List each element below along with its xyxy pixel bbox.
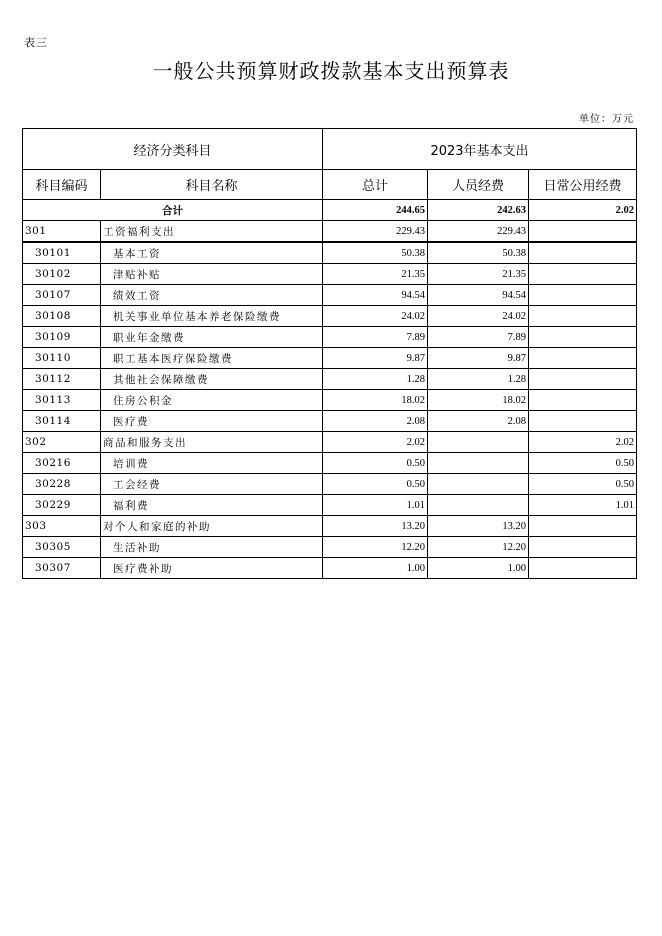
row-total: 0.50 bbox=[323, 453, 428, 474]
row-total: 12.20 bbox=[323, 537, 428, 558]
row-code: 30112 bbox=[23, 369, 101, 390]
row-name: 医疗费 bbox=[101, 411, 323, 432]
row-code: 301 bbox=[23, 221, 101, 243]
row-personnel: 94.54 bbox=[428, 285, 529, 306]
table-row bbox=[23, 495, 637, 516]
page-title: 一般公共预算财政拨款基本支出预算表 bbox=[152, 59, 510, 83]
row-public bbox=[529, 369, 637, 390]
row-personnel: 50.38 bbox=[428, 242, 529, 264]
row-total: 1.00 bbox=[323, 558, 428, 579]
row-total: 229.43 bbox=[323, 221, 428, 243]
row-personnel: 229.43 bbox=[428, 221, 529, 243]
row-personnel: 1.00 bbox=[428, 558, 529, 579]
row-personnel bbox=[428, 432, 529, 453]
column-header-total: 总计 bbox=[323, 170, 428, 200]
row-public bbox=[529, 390, 637, 411]
row-total: 21.35 bbox=[323, 264, 428, 285]
row-name: 绩效工资 bbox=[101, 285, 323, 306]
row-name: 职业年金缴费 bbox=[101, 327, 323, 348]
row-name: 对个人和家庭的补助 bbox=[101, 516, 323, 537]
row-name: 工资福利支出 bbox=[101, 221, 323, 243]
table-row bbox=[23, 221, 637, 243]
table-row bbox=[23, 558, 637, 579]
total-personnel: 242.63 bbox=[428, 200, 529, 221]
row-code: 30228 bbox=[23, 474, 101, 495]
header-row-1 bbox=[23, 129, 637, 170]
total-public: 2.02 bbox=[529, 200, 637, 221]
unit-label: 单位：万元 bbox=[579, 114, 634, 125]
row-personnel: 2.08 bbox=[428, 411, 529, 432]
table-row bbox=[23, 474, 637, 495]
row-total: 2.02 bbox=[323, 432, 428, 453]
row-total: 24.02 bbox=[323, 306, 428, 327]
row-code: 30110 bbox=[23, 348, 101, 369]
table-row bbox=[23, 516, 637, 537]
row-public bbox=[529, 348, 637, 369]
header-row-2 bbox=[23, 170, 637, 200]
row-personnel: 9.87 bbox=[428, 348, 529, 369]
row-name: 生活补助 bbox=[101, 537, 323, 558]
row-total: 50.38 bbox=[323, 242, 428, 264]
row-name: 福利费 bbox=[101, 495, 323, 516]
row-public bbox=[529, 221, 637, 243]
row-name: 培训费 bbox=[101, 453, 323, 474]
row-total: 13.20 bbox=[323, 516, 428, 537]
budget-table bbox=[22, 128, 637, 579]
table-row bbox=[23, 537, 637, 558]
table-number-label: 表三 bbox=[24, 36, 48, 49]
table-row bbox=[23, 453, 637, 474]
row-name: 工会经费 bbox=[101, 474, 323, 495]
row-code: 30113 bbox=[23, 390, 101, 411]
row-personnel: 13.20 bbox=[428, 516, 529, 537]
total-sum: 244.65 bbox=[323, 200, 428, 221]
table-row bbox=[23, 348, 637, 369]
row-code: 30307 bbox=[23, 558, 101, 579]
column-header-public: 日常公用经费 bbox=[529, 170, 637, 200]
row-code: 303 bbox=[23, 516, 101, 537]
table-row bbox=[23, 285, 637, 306]
column-header-personnel: 人员经费 bbox=[428, 170, 529, 200]
row-personnel: 24.02 bbox=[428, 306, 529, 327]
row-personnel: 7.89 bbox=[428, 327, 529, 348]
table-row bbox=[23, 306, 637, 327]
row-personnel: 21.35 bbox=[428, 264, 529, 285]
row-public: 0.50 bbox=[529, 474, 637, 495]
row-public bbox=[529, 411, 637, 432]
row-code: 302 bbox=[23, 432, 101, 453]
row-code: 30101 bbox=[23, 242, 101, 264]
row-total: 1.28 bbox=[323, 369, 428, 390]
row-personnel bbox=[428, 495, 529, 516]
table-row bbox=[23, 327, 637, 348]
row-code: 30107 bbox=[23, 285, 101, 306]
row-total: 1.01 bbox=[323, 495, 428, 516]
row-personnel: 18.02 bbox=[428, 390, 529, 411]
row-name: 机关事业单位基本养老保险缴费 bbox=[101, 306, 323, 327]
table-row bbox=[23, 432, 637, 453]
row-name: 住房公积金 bbox=[101, 390, 323, 411]
row-public bbox=[529, 285, 637, 306]
row-public: 2.02 bbox=[529, 432, 637, 453]
total-label: 合计 bbox=[23, 200, 323, 221]
row-public bbox=[529, 327, 637, 348]
column-header-code: 科目编码 bbox=[23, 170, 101, 200]
row-code: 30229 bbox=[23, 495, 101, 516]
row-code: 30109 bbox=[23, 327, 101, 348]
row-total: 18.02 bbox=[323, 390, 428, 411]
row-public bbox=[529, 558, 637, 579]
row-name: 商品和服务支出 bbox=[101, 432, 323, 453]
column-header-name: 科目名称 bbox=[101, 170, 323, 200]
row-total: 94.54 bbox=[323, 285, 428, 306]
row-personnel bbox=[428, 453, 529, 474]
row-code: 30114 bbox=[23, 411, 101, 432]
row-personnel bbox=[428, 474, 529, 495]
row-name: 基本工资 bbox=[101, 242, 323, 264]
row-public bbox=[529, 516, 637, 537]
header-economic-category: 经济分类科目 bbox=[23, 129, 323, 170]
row-total: 2.08 bbox=[323, 411, 428, 432]
row-total: 7.89 bbox=[323, 327, 428, 348]
table-row bbox=[23, 390, 637, 411]
row-code: 30102 bbox=[23, 264, 101, 285]
row-name: 津贴补贴 bbox=[101, 264, 323, 285]
row-public bbox=[529, 537, 637, 558]
row-code: 30216 bbox=[23, 453, 101, 474]
row-code: 30305 bbox=[23, 537, 101, 558]
row-personnel: 12.20 bbox=[428, 537, 529, 558]
total-row bbox=[23, 200, 637, 221]
row-code: 30108 bbox=[23, 306, 101, 327]
row-public bbox=[529, 306, 637, 327]
table-row bbox=[23, 264, 637, 285]
row-public: 1.01 bbox=[529, 495, 637, 516]
row-total: 0.50 bbox=[323, 474, 428, 495]
row-name: 医疗费补助 bbox=[101, 558, 323, 579]
table-row bbox=[23, 369, 637, 390]
header-basic-expenditure: 2023年基本支出 bbox=[323, 129, 637, 170]
row-total: 9.87 bbox=[323, 348, 428, 369]
row-public bbox=[529, 242, 637, 264]
table-row bbox=[23, 411, 637, 432]
row-public: 0.50 bbox=[529, 453, 637, 474]
row-public bbox=[529, 264, 637, 285]
row-name: 其他社会保障缴费 bbox=[101, 369, 323, 390]
row-personnel: 1.28 bbox=[428, 369, 529, 390]
row-name: 职工基本医疗保险缴费 bbox=[101, 348, 323, 369]
table-row bbox=[23, 242, 637, 264]
